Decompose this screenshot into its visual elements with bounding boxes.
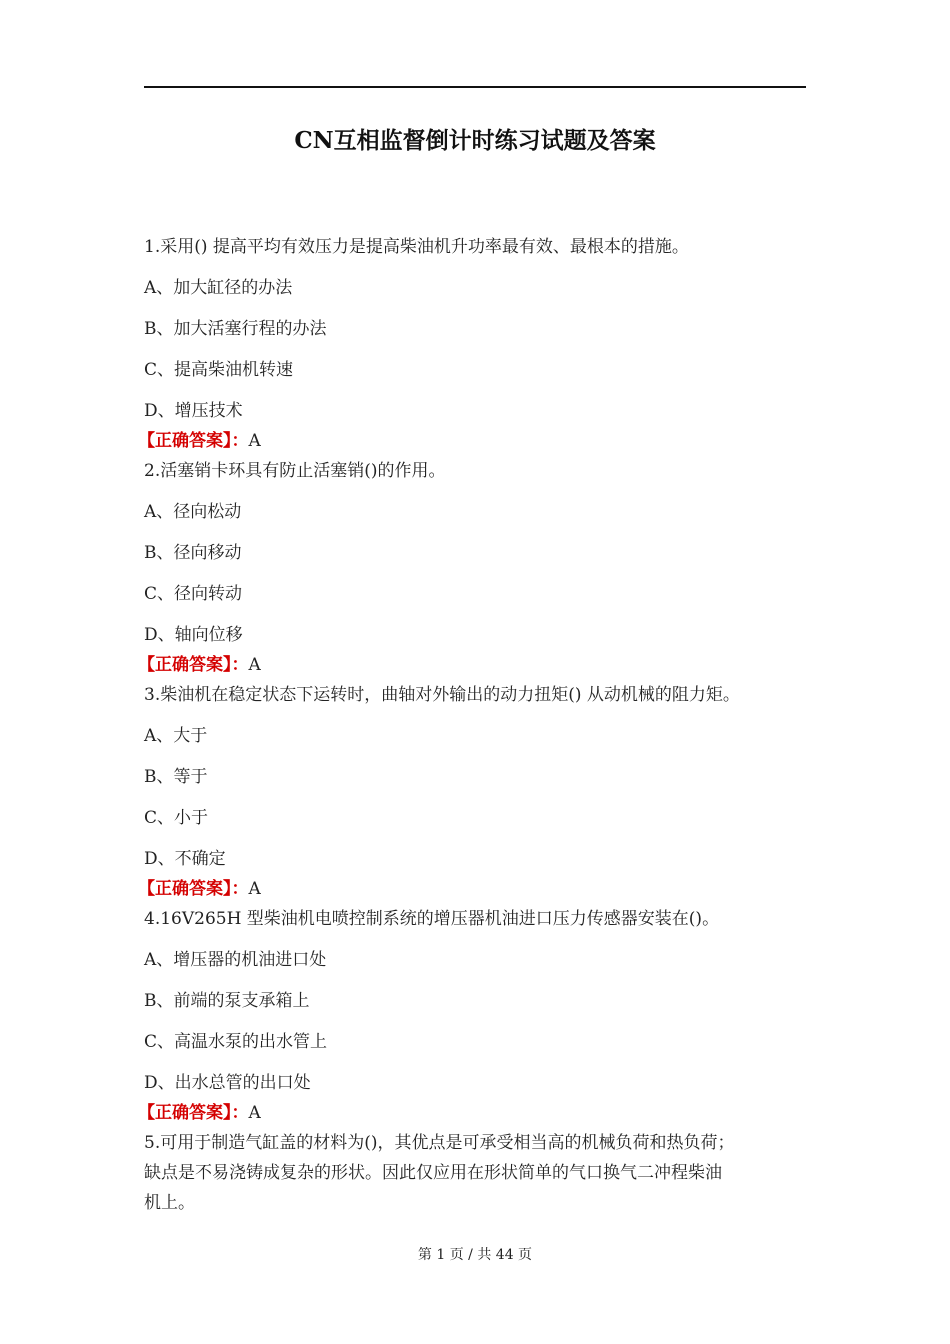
q3-answer <box>138 874 824 904</box>
answer-label: 【正确答案】： <box>138 879 249 899</box>
q4-option-b: B、前端的泵支承箱上 <box>144 991 310 1011</box>
q2-option-a: A、径向松动 <box>144 502 242 522</box>
answer-value: A <box>248 431 261 451</box>
q4-option-c: C、高温水泵的出水管上 <box>144 1032 328 1052</box>
question-5-line-2: 缺点是不易浇铸成复杂的形状。因此仅应用在形状简单的气口换气二冲程柴油 <box>144 1163 722 1183</box>
answer-value: A <box>248 1103 261 1123</box>
page-footer: 第 1 页 / 共 44 页 <box>417 1247 533 1263</box>
question-1: 1.采用() 提高平均有效压力是提高柴油机升功率最有效、最根本的措施。 <box>144 237 689 257</box>
q4-answer <box>138 1098 824 1128</box>
answer-label: 【正确答案】： <box>138 1103 249 1123</box>
header-rule <box>144 86 806 88</box>
q1-answer <box>138 426 824 456</box>
question-4: 4.16V265H 型柴油机电喷控制系统的增压器机油进口压力传感器安装在()。 <box>144 909 720 929</box>
q1-option-d: D、增压技术 <box>144 401 243 421</box>
q3-option-d: D、不确定 <box>144 849 226 869</box>
answer-label: 【正确答案】： <box>138 655 249 675</box>
answer-label: 【正确答案】： <box>138 431 249 451</box>
q1-option-a: A、加大缸径的办法 <box>144 278 293 298</box>
q1-option-b: B、加大活塞行程的办法 <box>144 319 327 339</box>
q2-option-c: C、径向转动 <box>144 584 243 604</box>
question-2: 2.活塞销卡环具有防止活塞销()的作用。 <box>144 461 446 481</box>
document-title: CN互相监督倒计时练习试题及答案 <box>294 127 656 154</box>
answer-value: A <box>248 655 261 675</box>
q3-option-a: A、大于 <box>144 726 208 746</box>
question-5-line-3: 机上。 <box>144 1193 195 1213</box>
question-list <box>138 232 824 1218</box>
q3-option-c: C、小于 <box>144 808 209 828</box>
q3-option-b: B、等于 <box>144 767 208 787</box>
q2-option-d: D、轴向位移 <box>144 625 243 645</box>
q2-answer <box>138 650 824 680</box>
q4-option-d: D、出水总管的出口处 <box>144 1073 311 1093</box>
question-3: 3.柴油机在稳定状态下运转时，曲轴对外输出的动力扭矩() 从动机械的阻力矩。 <box>144 685 740 705</box>
q2-option-b: B、径向移动 <box>144 543 242 563</box>
answer-value: A <box>248 879 261 899</box>
question-5-line-1: 5.可用于制造气缸盖的材料为()，其优点是可承受相当高的机械负荷和热负荷； <box>144 1133 735 1153</box>
q4-option-a: A、增压器的机油进口处 <box>144 950 327 970</box>
q1-option-c: C、提高柴油机转速 <box>144 360 294 380</box>
